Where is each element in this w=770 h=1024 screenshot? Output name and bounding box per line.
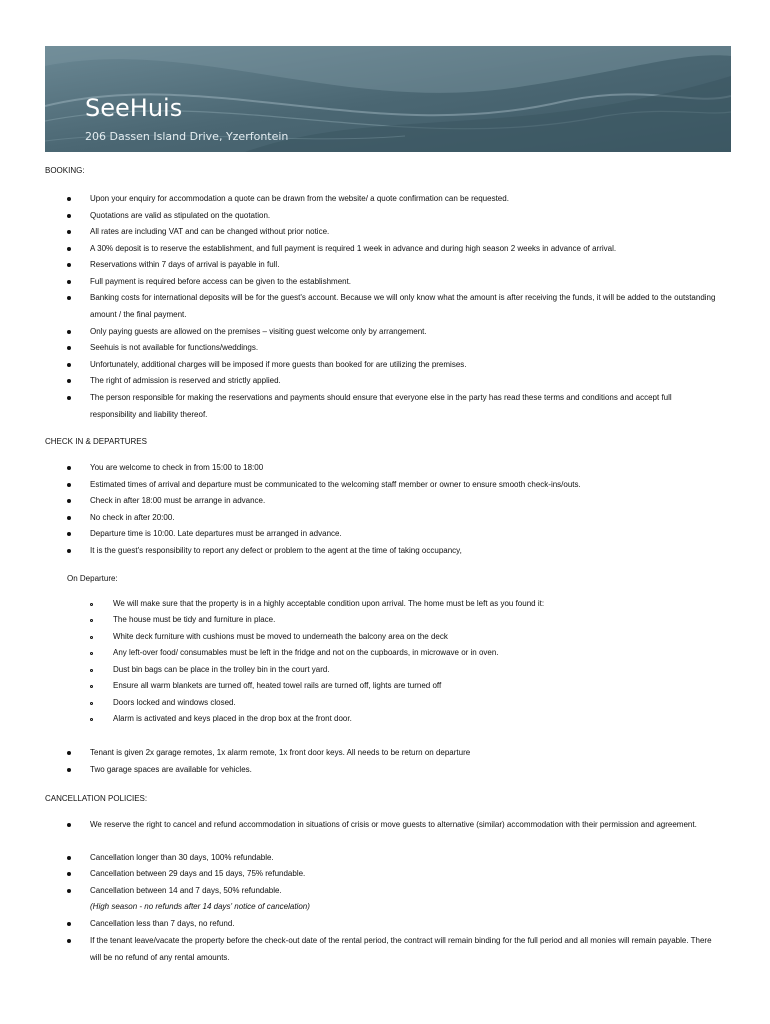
bullet (67, 379, 71, 383)
bullet (67, 532, 71, 536)
sub-bullet (90, 685, 93, 688)
header-banner (45, 46, 731, 152)
list-item: A 30% deposit is to reserve the establishment, and full payment is required 1 week in advance and during high season 2 weeks in advance of arrival. (90, 244, 617, 253)
sub-list-item: White deck furniture with cushions must be moved to underneath the balcony area on the deck (113, 632, 448, 641)
list-item: Unfortunately, additional charges will be imposed if more guests than booked for are utilizing the premises. (90, 360, 467, 369)
sub-bullet (90, 718, 93, 721)
list-item: Cancellation longer than 30 days, 100% refundable. (90, 853, 274, 862)
list-item: Only paying guests are allowed on the premises – visiting guest welcome only by arrangement. (90, 327, 427, 336)
bullet (67, 823, 71, 827)
sub-list-item: Ensure all warm blankets are turned off, heated towel rails are turned off, lights are turned off (113, 681, 442, 690)
bullet (67, 499, 71, 503)
list-item: Quotations are valid as stipulated on the quotation. (90, 211, 271, 220)
bullet (67, 872, 71, 876)
list-item: You are welcome to check in from 15:00 to 18:00 (90, 463, 264, 472)
list-item: Tenant is given 2x garage remotes, 1x alarm remote, 1x front door keys. All needs to be return on departure (90, 748, 471, 757)
bullet (67, 363, 71, 367)
sub-bullet (90, 652, 93, 655)
sub-bullet (90, 669, 93, 672)
bullet (67, 466, 71, 470)
list-item: We reserve the right to cancel and refund accommodation in situations of crisis or move guests to alternative (similar) accommodation with their permission and agreement. (90, 820, 697, 829)
bullet (67, 330, 71, 334)
list-item: All rates are including VAT and can be changed without prior notice. (90, 227, 330, 236)
sub-list-item: Dust bin bags can be place in the trolley bin in the court yard. (113, 665, 330, 674)
departure-heading: On Departure: (67, 574, 118, 583)
list-item: Check in after 18:00 must be arrange in advance. (90, 496, 266, 505)
list-item: It is the guest's responsibility to report any defect or problem to the agent at the time of taking occupancy, (90, 546, 462, 555)
bullet (67, 247, 71, 251)
checkin-heading: CHECK IN & DEPARTURES (45, 437, 147, 446)
list-item: Cancellation between 14 and 7 days, 50% refundable. (90, 886, 282, 895)
sub-list-item: The house must be tidy and furniture in place. (113, 615, 276, 624)
sub-bullet (90, 702, 93, 705)
list-item: If the tenant leave/vacate the property before the check-out date of the rental period, the contract will remain binding for the full period and all monies will remain payable. There will be no refund of any rental amounts. (90, 936, 712, 962)
property-name: SeeHuis (85, 94, 183, 122)
bullet (67, 263, 71, 267)
sub-bullet (90, 603, 93, 606)
booking-heading: BOOKING: (45, 166, 85, 175)
bullet (67, 768, 71, 772)
bullet (67, 197, 71, 201)
high-season-note: (High season - no refunds after 14 days' notice of cancelation) (90, 902, 310, 911)
bullet (67, 516, 71, 520)
bullet (67, 856, 71, 860)
list-item: Cancellation less than 7 days, no refund. (90, 919, 235, 928)
bullet (67, 214, 71, 218)
list-item: Two garage spaces are available for vehicles. (90, 765, 252, 774)
bullet (67, 280, 71, 284)
bullet (67, 889, 71, 893)
list-item: Departure time is 10:00. Late departures must be arranged in advance. (90, 529, 342, 538)
bullet (67, 751, 71, 755)
property-address: 206 Dassen Island Drive, Yzerfontein (85, 130, 289, 143)
cancellation-heading: CANCELLATION POLICIES: (45, 794, 148, 803)
bullet (67, 549, 71, 553)
bullet (67, 939, 71, 943)
sub-list-item: Alarm is activated and keys placed in the drop box at the front door. (113, 714, 352, 723)
list-item: No check in after 20:00. (90, 513, 175, 522)
list-item: Full payment is required before access can be given to the establishment. (90, 277, 352, 286)
sub-bullet (90, 619, 93, 622)
list-item: The person responsible for making the reservations and payments should ensure that everyone else in the party has read these terms and conditions and accept full responsibility and liability thereof. (90, 393, 672, 419)
list-item: Upon your enquiry for accommodation a quote can be drawn from the website/ a quote confirmation can be requested. (90, 194, 509, 203)
list-item: Seehuis is not available for functions/weddings. (90, 343, 259, 352)
sub-bullet (90, 636, 93, 639)
list-item: Cancellation between 29 days and 15 days, 75% refundable. (90, 869, 306, 878)
sub-list-item: Any left-over food/ consumables must be left in the fridge and not on the cupboards, in microwave or in oven. (113, 648, 499, 657)
list-item: Banking costs for international deposits will be for the guest's account. Because we will only know what the amount is after receiving the funds, it will be added to the outstanding amount / the final payment. (90, 293, 716, 319)
list-item: Reservations within 7 days of arrival is payable in full. (90, 260, 280, 269)
sub-list-item: We will make sure that the property is in a highly acceptable condition upon arrival. The home must be left as you found it: (113, 599, 545, 608)
bullet (67, 230, 71, 234)
bullet (67, 922, 71, 926)
bullet (67, 483, 71, 487)
bullet (67, 396, 71, 400)
list-item: Estimated times of arrival and departure must be communicated to the welcoming staff member or owner to ensure smooth check-ins/outs. (90, 480, 581, 489)
list-item: The right of admission is reserved and strictly applied. (90, 376, 281, 385)
bullet (67, 346, 71, 350)
sub-list-item: Doors locked and windows closed. (113, 698, 236, 707)
bullet (67, 296, 71, 300)
